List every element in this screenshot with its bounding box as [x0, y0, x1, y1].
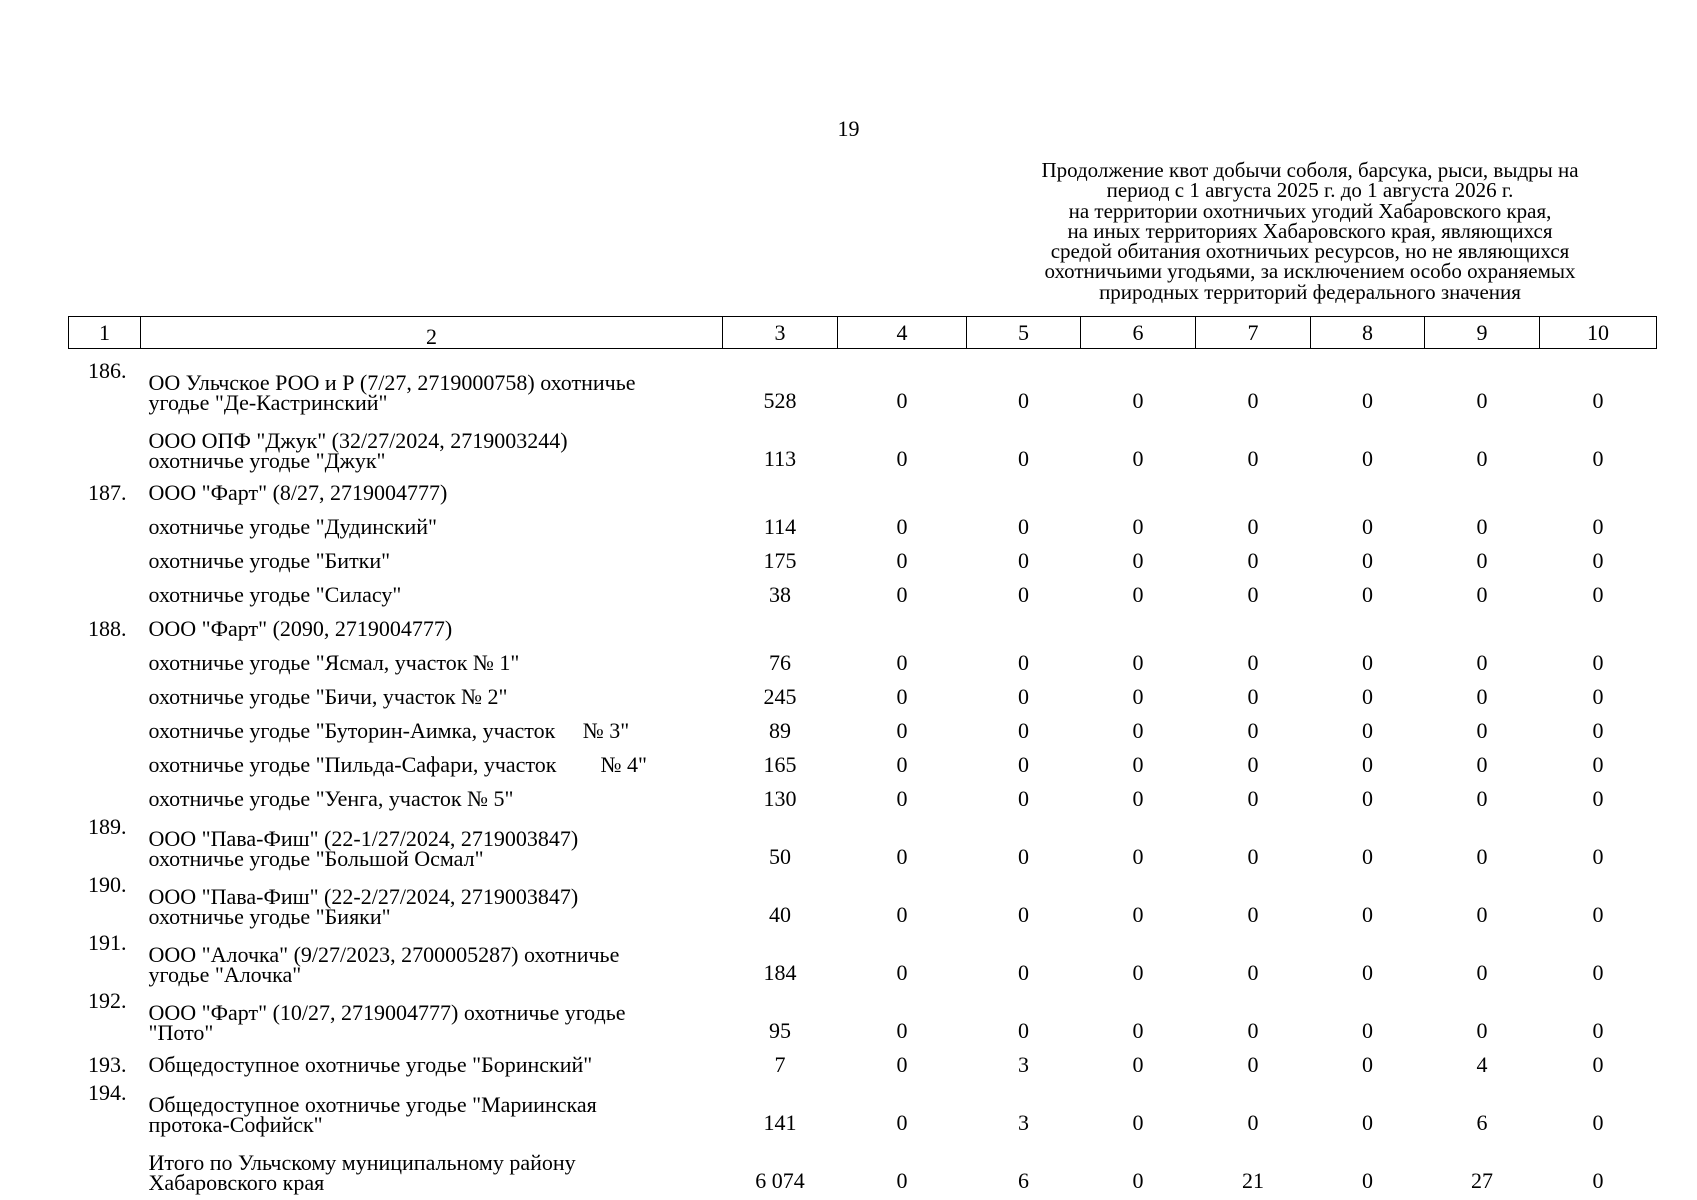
name-line: охотничье угодье "Пильда-Сафари, участок № 4"	[148, 752, 647, 777]
hunting-ground-name	[141, 675, 723, 709]
quota-value-col-7: 0	[1247, 684, 1259, 709]
quota-value-col-8: 0	[1362, 446, 1373, 471]
hunting-ground-name	[141, 1043, 723, 1077]
quota-value-col-7: 0	[1247, 1110, 1259, 1135]
hunting-ground-name	[141, 869, 723, 927]
heading-line: на территории охотничьих угодий Хабаровского края,	[1068, 198, 1552, 223]
quota-value-col-4: 0	[896, 752, 908, 777]
quota-value-col-4: 0	[896, 684, 908, 709]
quota-value-col-4: 0	[896, 1168, 908, 1193]
quota-value-col-5: 0	[1018, 684, 1029, 709]
quota-value-col-10: 0	[1592, 1168, 1604, 1193]
table-row	[69, 985, 1657, 1043]
quota-value-col-7: 0	[1247, 786, 1259, 811]
quota-value-col-3	[723, 607, 838, 641]
row-number	[69, 709, 141, 743]
quota-value-col-8: 0	[1362, 1018, 1373, 1043]
table-row	[69, 869, 1657, 927]
quota-value-col-4: 0	[896, 844, 908, 869]
quota-value-col-3: 165	[763, 752, 797, 777]
table-row	[69, 539, 1657, 573]
quota-value-col-4: 0	[896, 582, 908, 607]
quota-value-col-10	[1540, 607, 1657, 641]
quota-value-col-8: 0	[1362, 718, 1373, 743]
row-number: 190.	[88, 872, 127, 897]
name-line: ООО "Фарт" (2090, 2719004777)	[148, 616, 453, 641]
quota-value-col-3: 245	[763, 684, 797, 709]
quota-value-col-4: 0	[896, 718, 908, 743]
quota-value-col-8: 0	[1362, 786, 1373, 811]
quota-value-col-3: 38	[769, 582, 791, 607]
column-header: 1	[69, 317, 141, 349]
name-line: угодье "Де-Кастринский"	[148, 390, 388, 415]
name-line: охотничье угодье "Бичи, участок № 2"	[148, 684, 508, 709]
quota-value-col-10: 0	[1592, 752, 1604, 777]
table-row	[69, 777, 1657, 811]
heading-line: период с 1 августа 2025 г. до 1 августа 2026 г.	[1106, 178, 1514, 203]
column-header: 6	[1081, 317, 1196, 349]
quota-value-col-10: 0	[1592, 1052, 1604, 1077]
table-heading	[990, 160, 1630, 302]
hunting-ground-name	[141, 777, 723, 811]
name-line: ООО "Фарт" (8/27, 2719004777)	[148, 480, 448, 505]
column-header: 10	[1540, 317, 1657, 349]
quota-value-col-6: 0	[1132, 684, 1144, 709]
name-line: охотничье угодье "Буторин-Аимка, участок № 3"	[148, 718, 630, 743]
quota-value-col-8: 0	[1362, 752, 1373, 777]
quota-value-col-8: 0	[1362, 684, 1373, 709]
quota-value-col-4: 0	[896, 902, 908, 927]
quota-value-col-10: 0	[1592, 582, 1604, 607]
row-number: 194.	[88, 1080, 127, 1105]
quota-value-col-9: 0	[1476, 902, 1488, 927]
quota-value-col-3: 40	[769, 902, 791, 927]
quota-value-col-5: 0	[1018, 582, 1029, 607]
quota-value-col-7: 0	[1247, 844, 1259, 869]
table-row	[69, 355, 1657, 413]
quota-value-col-5: 0	[1018, 388, 1029, 413]
quota-value-col-9: 0	[1476, 650, 1488, 675]
quota-value-col-8: 0	[1362, 1110, 1373, 1135]
quota-value-col-4: 0	[896, 388, 908, 413]
quota-value-col-8	[1311, 471, 1425, 505]
quota-value-col-4: 0	[896, 514, 908, 539]
quota-value-col-10: 0	[1592, 388, 1604, 413]
name-line: протока-Софийск"	[148, 1112, 323, 1137]
quota-value-col-6: 0	[1132, 514, 1144, 539]
quota-value-col-5: 0	[1018, 752, 1029, 777]
table-row	[69, 471, 1657, 505]
name-line: охотничье угодье "Бияки"	[148, 904, 391, 929]
quota-value-col-6: 0	[1132, 1018, 1144, 1043]
quota-value-col-10: 0	[1592, 684, 1604, 709]
quota-value-col-3: 89	[769, 718, 791, 743]
quota-value-col-9: 27	[1471, 1168, 1493, 1193]
quota-value-col-5: 0	[1018, 514, 1029, 539]
quota-value-col-10: 0	[1592, 718, 1604, 743]
hunting-ground-name	[141, 641, 723, 675]
heading-line: на иных территориях Хабаровского края, являющихся	[1067, 218, 1553, 243]
row-number	[69, 675, 141, 709]
quota-value-col-4	[838, 607, 967, 641]
quota-value-col-4: 0	[896, 960, 908, 985]
quota-value-col-8: 0	[1362, 514, 1373, 539]
quota-value-col-3: 95	[769, 1018, 791, 1043]
quota-value-col-6	[1081, 607, 1196, 641]
name-line: охотничье угодье "Джук"	[148, 448, 386, 473]
quota-value-col-3: 50	[769, 844, 791, 869]
quota-value-col-3: 114	[763, 514, 797, 539]
table-row	[69, 1043, 1657, 1077]
quota-value-col-4: 0	[896, 1110, 908, 1135]
quota-value-col-5: 0	[1018, 650, 1029, 675]
row-number	[69, 1135, 141, 1193]
quota-value-col-3: 76	[769, 650, 791, 675]
quota-value-col-4: 0	[896, 786, 908, 811]
quota-value-col-7: 21	[1242, 1168, 1264, 1193]
name-line: ООО ОПФ "Джук" (32/27/2024, 2719003244)	[148, 428, 568, 453]
name-line: охотничье угодье "Дудинский"	[148, 514, 438, 539]
name-line: Хабаровского края	[148, 1170, 325, 1195]
hunting-ground-name	[141, 607, 723, 641]
row-number	[69, 641, 141, 675]
hunting-ground-name	[141, 811, 723, 869]
quota-value-col-7: 0	[1247, 1052, 1259, 1077]
hunting-ground-name	[141, 573, 723, 607]
quota-value-col-6: 0	[1132, 446, 1144, 471]
table-row	[69, 607, 1657, 641]
quota-value-col-9: 0	[1476, 718, 1488, 743]
quota-value-col-6	[1081, 471, 1196, 505]
table-row	[69, 1135, 1657, 1193]
quota-value-col-9: 0	[1476, 844, 1488, 869]
quota-value-col-10: 0	[1592, 786, 1604, 811]
hunting-ground-name	[141, 505, 723, 539]
quota-value-col-3: 113	[763, 446, 797, 471]
quota-value-col-7	[1196, 471, 1311, 505]
name-line: ООО "Алочка" (9/27/2023, 2700005287) охотничье	[148, 942, 620, 967]
heading-line: Продолжение квот добычи соболя, барсука, рыси, выдры на	[1041, 158, 1579, 182]
quota-value-col-5: 0	[1018, 548, 1029, 573]
quota-value-col-7: 0	[1247, 388, 1259, 413]
quota-value-col-7: 0	[1247, 1018, 1259, 1043]
name-line: ОО Ульчское РОО и Р (7/27, 2719000758) охотничье	[148, 370, 636, 395]
table-row	[69, 675, 1657, 709]
table-row	[69, 927, 1657, 985]
table-row	[69, 413, 1657, 471]
quota-value-col-9: 6	[1476, 1110, 1488, 1135]
table-row	[69, 811, 1657, 869]
hunting-ground-name	[141, 413, 723, 471]
row-number: 189.	[88, 814, 127, 839]
quota-value-col-9: 0	[1476, 960, 1488, 985]
column-header: 4	[838, 317, 967, 349]
quota-value-col-6: 0	[1132, 752, 1144, 777]
quota-value-col-4: 0	[896, 548, 908, 573]
quota-table	[68, 316, 1657, 1193]
quota-value-col-10: 0	[1592, 844, 1604, 869]
quota-value-col-6: 0	[1132, 388, 1144, 413]
quota-value-col-10: 0	[1592, 514, 1604, 539]
table-row	[69, 743, 1657, 777]
quota-value-col-8: 0	[1362, 960, 1373, 985]
name-line: ООО "Фарт" (10/27, 2719004777) охотничье угодье	[148, 1000, 626, 1025]
quota-value-col-8: 0	[1362, 902, 1373, 927]
quota-value-col-5: 0	[1018, 718, 1029, 743]
name-line: ООО "Пава-Фиш" (22-1/27/2024, 2719003847)	[148, 826, 579, 851]
quota-value-col-9: 0	[1476, 786, 1488, 811]
quota-value-col-6: 0	[1132, 844, 1144, 869]
quota-value-col-3: 528	[763, 388, 797, 413]
quota-value-col-9: 0	[1476, 514, 1488, 539]
quota-value-col-6: 0	[1132, 548, 1144, 573]
row-number: 188.	[88, 616, 127, 641]
name-line: охотничье угодье "Силасу"	[148, 582, 402, 607]
quota-value-col-6: 0	[1132, 960, 1144, 985]
quota-value-col-4: 0	[896, 1018, 908, 1043]
quota-value-col-10: 0	[1592, 548, 1604, 573]
quota-value-col-4: 0	[896, 1052, 908, 1077]
quota-value-col-3: 7	[774, 1052, 786, 1077]
quota-value-col-9: 4	[1476, 1052, 1488, 1077]
row-number	[69, 573, 141, 607]
quota-value-col-5: 3	[1018, 1052, 1029, 1077]
quota-value-col-10: 0	[1592, 960, 1604, 985]
quota-value-col-3: 141	[763, 1110, 797, 1135]
name-line: "Пото"	[148, 1020, 214, 1045]
quota-value-col-7: 0	[1247, 548, 1259, 573]
column-header: 9	[1425, 317, 1540, 349]
quota-value-col-9: 0	[1476, 1018, 1488, 1043]
quota-value-col-5: 0	[1018, 446, 1029, 471]
quota-value-col-6: 0	[1132, 650, 1144, 675]
page-number: 19	[837, 116, 860, 141]
quota-value-col-8: 0	[1362, 1052, 1373, 1077]
table-row	[69, 641, 1657, 675]
quota-value-col-10: 0	[1592, 446, 1604, 471]
quota-value-col-6: 0	[1132, 718, 1144, 743]
quota-value-col-5: 0	[1018, 960, 1029, 985]
row-number: 187.	[88, 480, 127, 505]
column-header: 5	[967, 317, 1081, 349]
quota-value-col-5: 0	[1018, 844, 1029, 869]
quota-value-col-6: 0	[1132, 1052, 1144, 1077]
quota-value-col-5: 6	[1018, 1168, 1029, 1193]
hunting-ground-name	[141, 355, 723, 413]
quota-value-col-7: 0	[1247, 902, 1259, 927]
quota-value-col-5: 0	[1018, 1018, 1029, 1043]
column-header: 2	[141, 317, 723, 349]
quota-value-col-9	[1425, 471, 1540, 505]
hunting-ground-name	[141, 1135, 723, 1193]
column-header: 8	[1311, 317, 1425, 349]
quota-value-col-3: 130	[763, 786, 797, 811]
quota-value-col-7: 0	[1247, 514, 1259, 539]
quota-value-col-7	[1196, 607, 1311, 641]
hunting-ground-name	[141, 1077, 723, 1135]
quota-value-col-9: 0	[1476, 684, 1488, 709]
quota-value-col-4	[838, 471, 967, 505]
table-row	[69, 709, 1657, 743]
quota-value-col-3	[723, 471, 838, 505]
row-number: 191.	[88, 930, 127, 955]
quota-value-col-7: 0	[1247, 752, 1259, 777]
quota-value-col-10: 0	[1592, 1110, 1604, 1135]
quota-value-col-5	[967, 471, 1081, 505]
quota-value-col-7: 0	[1247, 582, 1259, 607]
name-line: охотничье угодье "Битки"	[148, 548, 391, 573]
hunting-ground-name	[141, 709, 723, 743]
column-header: 7	[1196, 317, 1311, 349]
row-number	[69, 777, 141, 811]
quota-value-col-4: 0	[896, 446, 908, 471]
quota-value-col-6: 0	[1132, 582, 1144, 607]
quota-value-col-8: 0	[1362, 1168, 1373, 1193]
quota-value-col-4: 0	[896, 650, 908, 675]
column-header: 3	[723, 317, 838, 349]
quota-value-col-8	[1311, 607, 1425, 641]
row-number	[69, 505, 141, 539]
name-line: Общедоступное охотничье угодье "Мариинская	[148, 1092, 597, 1117]
table-row	[69, 505, 1657, 539]
hunting-ground-name	[141, 471, 723, 505]
quota-value-col-7: 0	[1247, 960, 1259, 985]
quota-value-col-6: 0	[1132, 786, 1144, 811]
quota-value-col-9: 0	[1476, 752, 1488, 777]
hunting-ground-name	[141, 927, 723, 985]
quota-value-col-9: 0	[1476, 582, 1488, 607]
hunting-ground-name	[141, 985, 723, 1043]
row-number: 193.	[88, 1052, 127, 1077]
heading-line: охотничьими угодьями, за исключением особо охраняемых	[1044, 259, 1576, 284]
row-number	[69, 539, 141, 573]
quota-value-col-7: 0	[1247, 718, 1259, 743]
quota-value-col-8: 0	[1362, 844, 1373, 869]
heading-line: природных территорий федерального значения	[1099, 279, 1521, 304]
quota-value-col-8: 0	[1362, 548, 1373, 573]
quota-value-col-5: 0	[1018, 902, 1029, 927]
row-number	[69, 743, 141, 777]
table-row	[69, 573, 1657, 607]
quota-value-col-3: 6 074	[755, 1168, 805, 1193]
quota-value-col-3: 184	[763, 960, 797, 985]
row-number: 186.	[88, 358, 127, 383]
quota-value-col-5: 3	[1018, 1110, 1029, 1135]
row-number: 192.	[88, 988, 127, 1013]
quota-value-col-9: 0	[1476, 548, 1488, 573]
name-line: Общедоступное охотничье угодье "Боринский"	[148, 1052, 593, 1077]
name-line: охотничье угодье "Уенга, участок № 5"	[148, 786, 514, 811]
column-header-row	[69, 317, 1657, 349]
quota-value-col-6: 0	[1132, 902, 1144, 927]
quota-value-col-9: 0	[1476, 388, 1488, 413]
name-line: охотничье угодье "Большой Осмал"	[148, 846, 484, 871]
quota-value-col-10: 0	[1592, 650, 1604, 675]
name-line: ООО "Пава-Фиш" (22-2/27/2024, 2719003847)	[148, 884, 579, 909]
quota-value-col-10: 0	[1592, 1018, 1604, 1043]
quota-value-col-7: 0	[1247, 650, 1259, 675]
quota-value-col-8: 0	[1362, 388, 1373, 413]
name-line: угодье "Алочка"	[148, 962, 302, 987]
quota-value-col-8: 0	[1362, 650, 1373, 675]
quota-value-col-7: 0	[1247, 446, 1259, 471]
quota-value-col-9: 0	[1476, 446, 1488, 471]
heading-line: средой обитания охотничьих ресурсов, но не являющихся	[1050, 239, 1570, 264]
name-line: Итого по Ульчскому муниципальному району	[148, 1150, 576, 1175]
quota-value-col-5	[967, 607, 1081, 641]
quota-value-col-5: 0	[1018, 786, 1029, 811]
quota-value-col-8: 0	[1362, 582, 1373, 607]
name-line: охотничье угодье "Ясмал, участок № 1"	[148, 650, 520, 675]
quota-value-col-6: 0	[1132, 1168, 1144, 1193]
quota-value-col-3: 175	[763, 548, 797, 573]
quota-value-col-10: 0	[1592, 902, 1604, 927]
quota-value-col-6: 0	[1132, 1110, 1144, 1135]
hunting-ground-name	[141, 743, 723, 777]
quota-value-col-9	[1425, 607, 1540, 641]
row-number	[69, 413, 141, 471]
hunting-ground-name	[141, 539, 723, 573]
quota-value-col-10	[1540, 471, 1657, 505]
table-row	[69, 1077, 1657, 1135]
